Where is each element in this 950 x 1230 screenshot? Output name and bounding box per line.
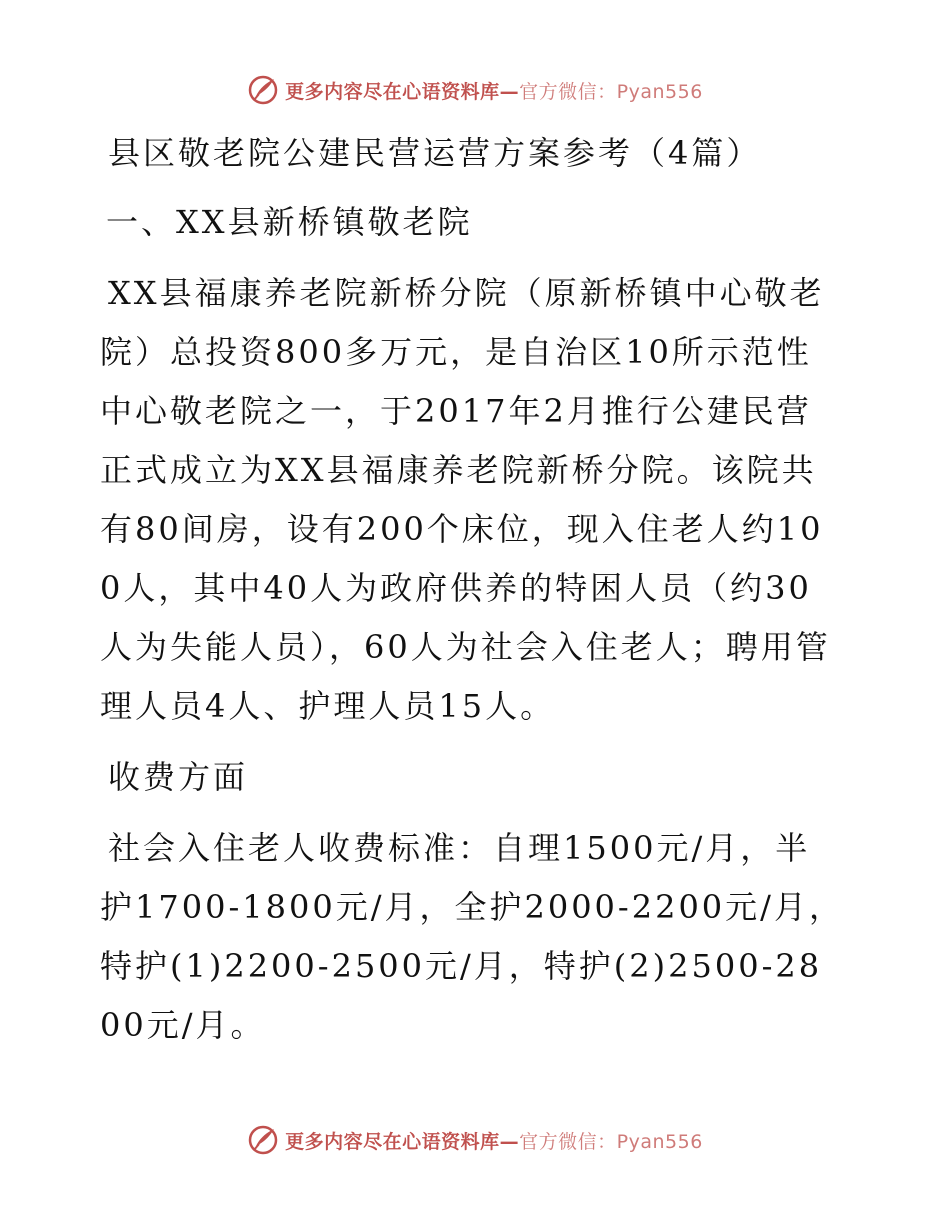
document-body xyxy=(100,124,845,1055)
quill-logo-icon xyxy=(247,74,279,106)
watermark-main: 更多内容尽在心语资料库 xyxy=(285,1130,500,1153)
paragraph-1: XX县福康养老院新桥分院（原新桥镇中心敬老院）总投资800多万元，是自治区10所示范性中心敬老院之一，于2017年2月推行公建民营正式成立为XX县福康养老院新桥分院。该院共有80间房，设有200个床位，现入住老人约100人，其中40人为政府供养的特困人员（约30人为失能人员），60人为社会入住老人；聘用管理人员4人、护理人员15人。 xyxy=(100,274,831,725)
watermark-separator: — xyxy=(499,1130,520,1153)
watermark-sub: 官方微信：Pyan556 xyxy=(519,80,703,103)
document-title: 县区敬老院公建民营运营方案参考（4篇） xyxy=(108,134,762,172)
section-heading-2: 收费方面 xyxy=(108,758,249,796)
section-heading-1: 一、XX县新桥镇敬老院 xyxy=(106,203,473,241)
watermark-sub: 官方微信：Pyan556 xyxy=(519,1130,703,1153)
watermark-main: 更多内容尽在心语资料库 xyxy=(285,80,500,103)
quill-logo-icon xyxy=(247,1124,279,1156)
watermark-separator: — xyxy=(499,80,520,103)
paragraph-2: 社会入住老人收费标准：自理1500元/月，半护1700-1800元/月，全护2000-2200元/月，特护(1)2200-2500元/月，特护(2)2500-2800元/月。 xyxy=(100,829,844,1044)
watermark-text xyxy=(285,1127,703,1154)
watermark-text xyxy=(285,77,703,104)
footer-watermark xyxy=(0,1122,950,1158)
header-watermark xyxy=(0,72,950,108)
